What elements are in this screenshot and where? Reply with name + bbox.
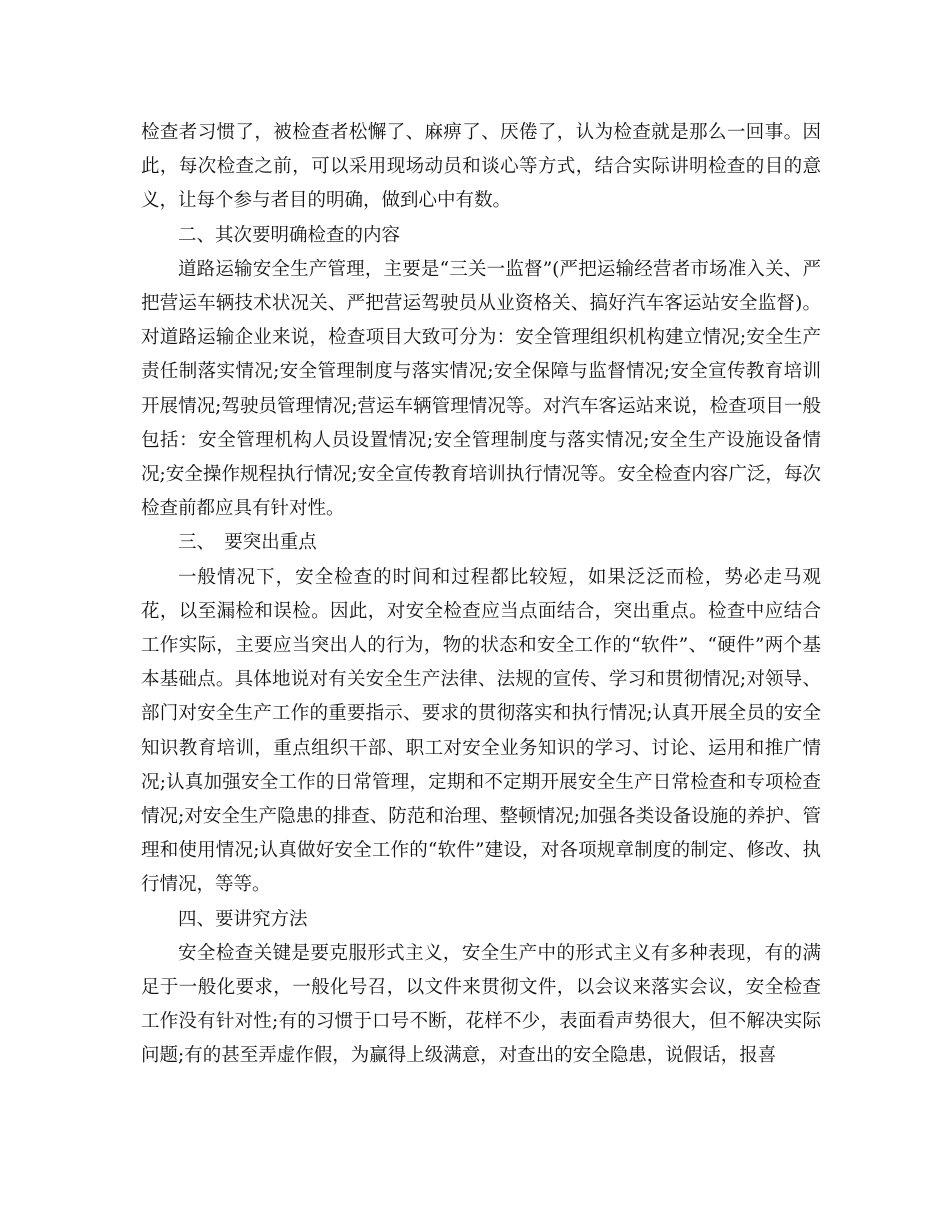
section-heading-2: 二、其次要明确检查的内容 — [178, 224, 401, 246]
paragraph-inspection-content: 道路运输安全生产管理，主要是“三关一监督”(严把运输经营者市场准入关、严把营运车辆技术状况关、严把营运驾驶员从业资格关、搞好汽车客运站安全监督)。对道路运输企业来说，检查项目大致可分为：安全管理组织机构建立情况;安全生产责任制落实情况;安全管理制度与落实情况;安全保障与监督情况;安全宣传教育培训开展情况;驾驶员管理情况;营运车辆管理情况等。对汽车客运站来说，检查项目一般包括：安全管理机构人员设置情况;安全管理制度与落实情况;安全生产设施设备情况;安全操作规程执行情况;安全宣传教育培训执行情况等。安全检查内容广泛，每次检查前都应具有针对性。 — [141, 258, 821, 520]
paragraph-methods: 安全检查关键是要克服形式主义，安全生产中的形式主义有多种表现，有的满足于一般化要求，一般化号召，以文件来贯彻文件，以会议来落实会议，安全检查工作没有针对性;有的习惯于口号不断，花样不少，表面看声势很大，但不解决实际问题;有的甚至弄虚作假，为赢得上级满意，对查出的安全隐患，说假话，报喜 — [141, 942, 821, 1067]
paragraph-continuation: 检查者习惯了，被检查者松懈了、麻痹了、厌倦了，认为检查就是那么一回事。因此，每次检查之前，可以采用现场动员和谈心等方式，结合实际讲明检查的目的意义，让每个参与者目的明确，做到心中有数。 — [141, 122, 821, 212]
section-heading-3: 三、 要突出重点 — [178, 532, 317, 554]
section-heading-4: 四、要讲究方法 — [178, 908, 308, 930]
document-body — [141, 116, 821, 1074]
paragraph-key-points: 一般情况下，安全检查的时间和过程都比较短，如果泛泛而检，势必走马观花，以至漏检和误检。因此，对安全检查应当点面结合，突出重点。检查中应结合工作实际，主要应当突出人的行为，物的状态和安全工作的“软件”、“硬件”两个基本基础点。具体地说对有关安全生产法律、法规的宣传、学习和贯彻情况;对领导、部门对安全生产工作的重要指示、要求的贯彻落实和执行情况;认真开展全员的安全知识教育培训，重点组织干部、职工对安全业务知识的学习、讨论、运用和推广情况;认真加强安全工作的日常管理，定期和不定期开展安全生产日常检查和专项检查情况;对安全生产隐患的排查、防范和治理、整顿情况;加强各类设备设施的养护、管理和使用情况;认真做好安全工作的“软件”建设，对各项规章制度的制定、修改、执行情况，等等。 — [141, 566, 821, 896]
